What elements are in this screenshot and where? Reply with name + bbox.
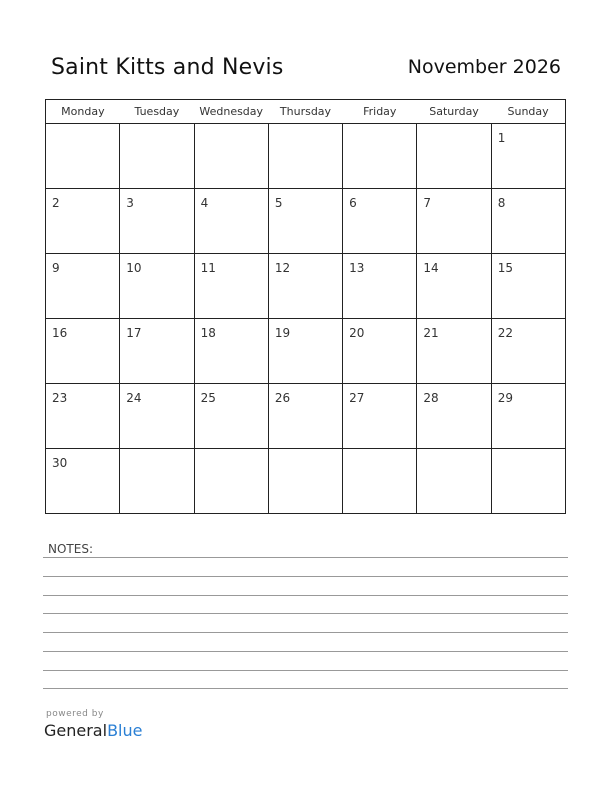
day-cell — [46, 189, 120, 254]
day-cell — [194, 254, 268, 319]
day-number: 5 — [274, 196, 283, 210]
day-cell — [343, 254, 417, 319]
day-number — [46, 124, 119, 131]
day-cell — [491, 449, 565, 514]
day-cell — [46, 254, 120, 319]
day-number: 6 — [349, 196, 357, 210]
day-number — [417, 124, 490, 131]
week-row — [46, 189, 566, 254]
day-number: 26 — [274, 391, 291, 405]
day-number: 7 — [423, 196, 432, 210]
note-line — [43, 670, 568, 671]
day-number: 22 — [497, 326, 513, 340]
weekday-friday: Friday — [343, 100, 417, 124]
day-cell — [268, 254, 342, 319]
day-number: 13 — [349, 261, 365, 275]
weekday-monday: Monday — [46, 100, 120, 124]
month-year-label: November 2026 — [407, 56, 561, 78]
day-number: 18 — [200, 326, 216, 340]
day-number: 23 — [52, 391, 68, 405]
note-line — [43, 632, 568, 633]
day-cell — [417, 319, 491, 384]
day-number: 21 — [423, 326, 439, 340]
note-line — [43, 576, 568, 577]
day-number: 27 — [349, 391, 365, 405]
day-number — [195, 124, 268, 131]
day-cell — [417, 384, 491, 449]
day-cell — [417, 189, 491, 254]
week-row — [46, 124, 566, 189]
day-cell — [120, 254, 194, 319]
day-cell — [268, 449, 342, 514]
day-number: 15 — [497, 261, 513, 275]
day-number — [195, 449, 268, 456]
note-line — [43, 651, 568, 652]
day-cell — [120, 449, 194, 514]
day-cell — [417, 449, 491, 514]
day-cell — [194, 449, 268, 514]
day-number: 1 — [497, 131, 506, 145]
day-number: 10 — [126, 261, 142, 275]
calendar-grid — [45, 99, 566, 514]
day-number — [343, 449, 416, 456]
day-cell — [491, 319, 565, 384]
day-cell — [343, 189, 417, 254]
brand-general: General — [44, 721, 108, 740]
week-row — [46, 384, 566, 449]
day-cell — [491, 254, 565, 319]
day-number: 30 — [52, 456, 68, 470]
day-cell — [417, 124, 491, 189]
weekday-thursday: Thursday — [268, 100, 342, 124]
day-number: 16 — [52, 326, 68, 340]
day-number — [492, 449, 565, 456]
weekday-saturday: Saturday — [417, 100, 491, 124]
day-number — [269, 124, 342, 131]
day-cell — [46, 319, 120, 384]
brand-logo — [44, 721, 142, 740]
notes-label: NOTES: — [48, 542, 93, 556]
day-cell — [268, 384, 342, 449]
day-cell — [120, 124, 194, 189]
day-cell — [120, 319, 194, 384]
day-cell — [46, 384, 120, 449]
day-number — [120, 449, 193, 456]
day-number: 19 — [274, 326, 291, 340]
brand-blue: Blue — [107, 721, 143, 740]
day-number: 20 — [349, 326, 365, 340]
day-cell — [491, 189, 565, 254]
day-number: 28 — [423, 391, 439, 405]
week-row — [46, 449, 566, 514]
day-number — [343, 124, 416, 131]
day-number: 11 — [200, 261, 216, 275]
week-row — [46, 254, 566, 319]
day-cell — [491, 384, 565, 449]
note-line — [43, 688, 568, 689]
day-number: 8 — [497, 196, 506, 210]
day-number: 24 — [126, 391, 142, 405]
day-number: 4 — [200, 196, 209, 210]
day-cell — [268, 124, 342, 189]
day-number: 25 — [200, 391, 216, 405]
week-row — [46, 319, 566, 384]
day-cell — [120, 189, 194, 254]
day-number: 17 — [126, 326, 142, 340]
day-cell — [343, 384, 417, 449]
day-cell — [194, 319, 268, 384]
day-cell — [343, 449, 417, 514]
weekday-sunday: Sunday — [491, 100, 565, 124]
day-number: 12 — [274, 261, 291, 275]
day-number: 9 — [52, 261, 60, 275]
day-number: 3 — [126, 196, 134, 210]
day-cell — [194, 124, 268, 189]
day-cell — [46, 449, 120, 514]
day-cell — [343, 124, 417, 189]
day-cell — [194, 384, 268, 449]
day-number: 14 — [423, 261, 439, 275]
powered-by-label: powered by — [46, 709, 104, 719]
day-cell — [343, 319, 417, 384]
calendar-title: Saint Kitts and Nevis — [51, 55, 284, 80]
note-line — [43, 613, 568, 614]
day-cell — [268, 319, 342, 384]
day-number — [269, 449, 342, 456]
note-line — [43, 595, 568, 596]
day-cell — [46, 124, 120, 189]
day-cell — [268, 189, 342, 254]
day-number: 29 — [497, 391, 513, 405]
weekday-header-row — [46, 100, 566, 124]
weekday-tuesday: Tuesday — [120, 100, 194, 124]
day-cell — [120, 384, 194, 449]
day-number: 2 — [52, 196, 60, 210]
note-line — [43, 557, 568, 558]
day-cell — [194, 189, 268, 254]
day-cell — [417, 254, 491, 319]
day-cell — [491, 124, 565, 189]
day-number — [417, 449, 490, 456]
day-number — [120, 124, 193, 131]
weekday-wednesday: Wednesday — [194, 100, 268, 124]
